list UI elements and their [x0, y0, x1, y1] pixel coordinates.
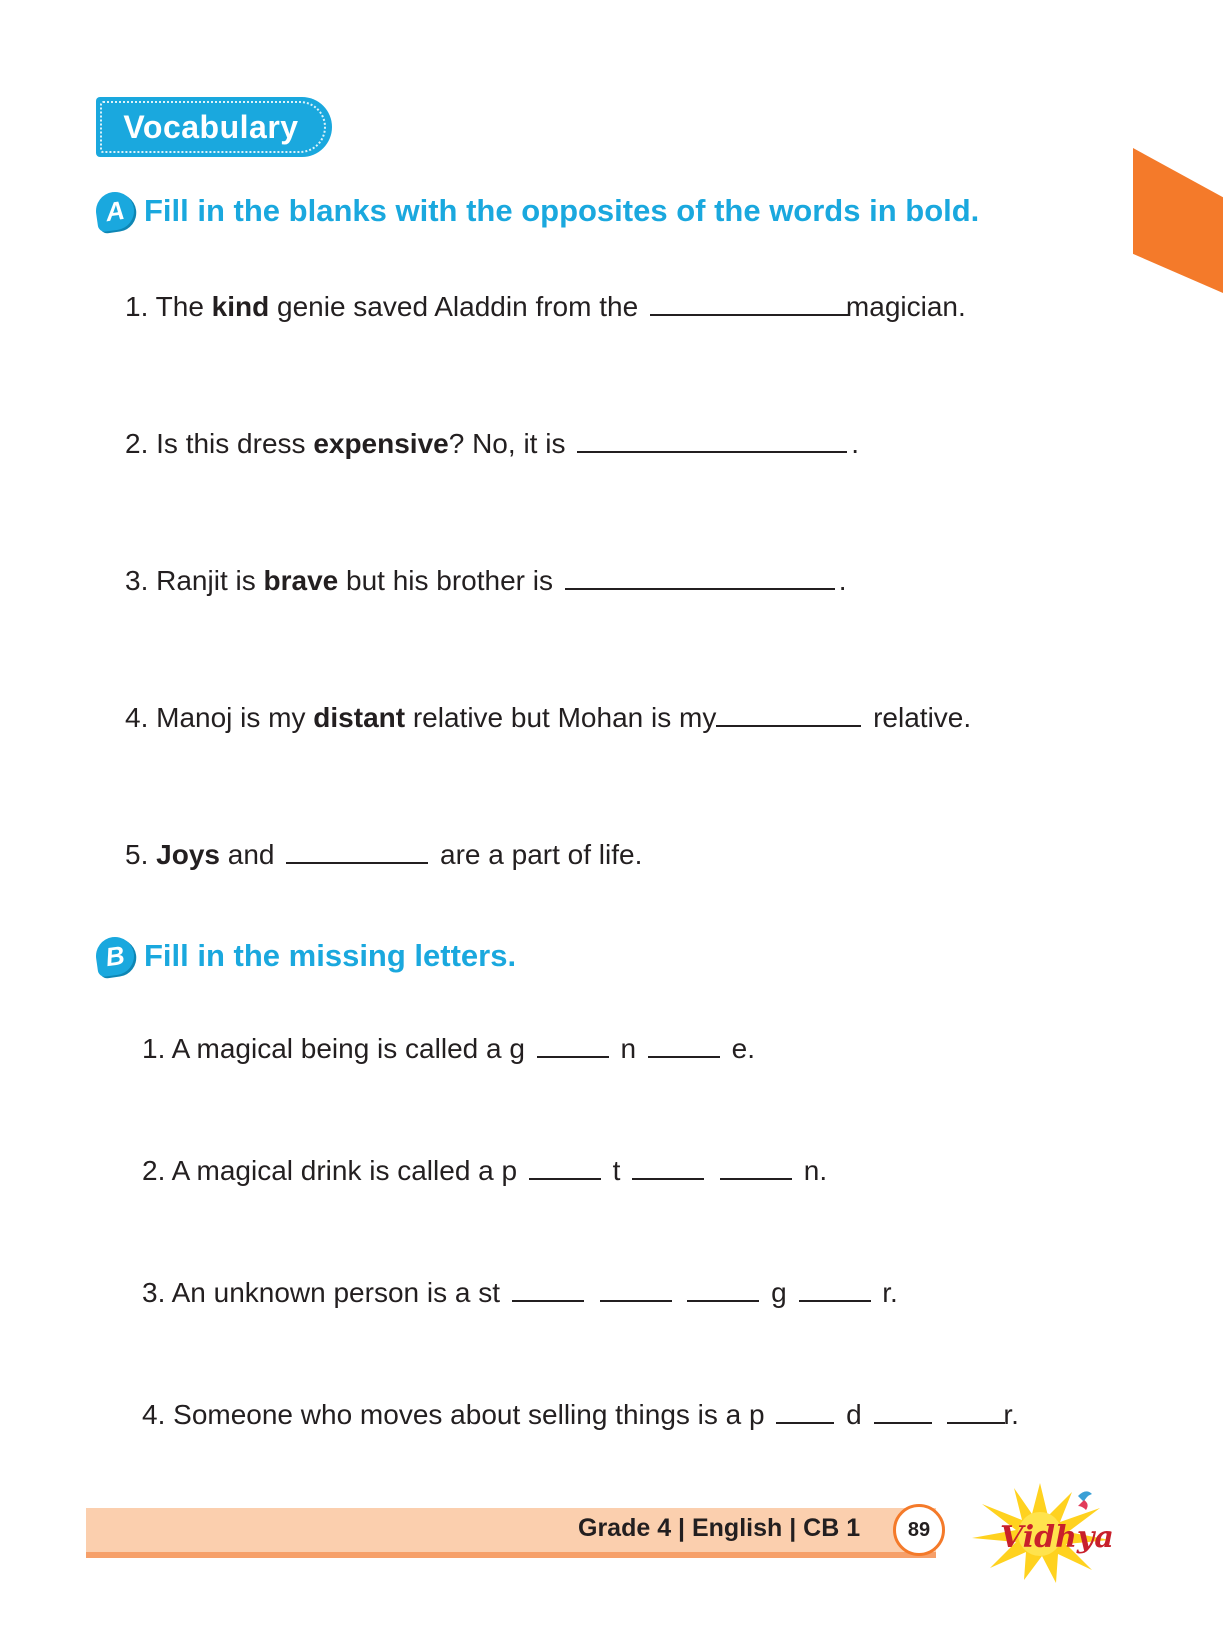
question-text: Ranjit is	[156, 565, 264, 596]
answer-blank[interactable]	[286, 836, 428, 864]
question-text: An unknown person is a st	[171, 1277, 501, 1308]
given-letter: e.	[731, 1033, 755, 1064]
answer-blank[interactable]	[565, 562, 835, 590]
given-letter: t	[612, 1155, 621, 1186]
question-b3	[142, 1274, 898, 1310]
section-a-title: Fill in the blanks with the opposites of the words in bold.	[144, 193, 980, 228]
question-text: Someone who moves about selling things is a p	[173, 1399, 765, 1430]
section-b-title: Fill in the missing letters.	[144, 938, 517, 973]
answer-blank[interactable]	[577, 425, 847, 453]
letter-blank[interactable]	[632, 1152, 704, 1180]
letter-blank[interactable]	[799, 1274, 871, 1302]
question-number: 4.	[142, 1399, 166, 1430]
question-text: and	[219, 839, 283, 870]
question-number: 3.	[125, 565, 149, 596]
question-text: relative but Mohan is my	[405, 702, 717, 733]
vocabulary-label: Vocabulary	[123, 108, 299, 145]
given-letter: n.	[803, 1155, 828, 1186]
answer-blank[interactable]	[716, 699, 861, 727]
question-number: 5.	[125, 839, 149, 870]
question-a5	[125, 836, 642, 872]
letter-blank[interactable]	[600, 1274, 672, 1302]
question-text: genie saved Aladdin from the	[269, 291, 646, 322]
question-b4	[142, 1396, 1019, 1432]
question-a4	[125, 699, 971, 735]
section-b-icon: B	[94, 935, 137, 978]
question-b1	[142, 1030, 755, 1066]
question-b2	[142, 1152, 827, 1188]
letter-blank[interactable]	[687, 1274, 759, 1302]
question-text: relative.	[865, 702, 972, 733]
letter-blank[interactable]	[648, 1030, 720, 1058]
question-text: The	[155, 291, 212, 322]
bold-word: kind	[211, 291, 270, 322]
question-number: 2.	[142, 1155, 166, 1186]
question-text: A magical being is called a g	[171, 1033, 525, 1064]
question-text: A magical drink is called a p	[171, 1155, 518, 1186]
given-letter: r.	[1003, 1399, 1019, 1430]
letter-blank[interactable]	[874, 1396, 932, 1424]
letter-blank[interactable]	[720, 1152, 792, 1180]
bold-word: brave	[263, 565, 339, 596]
vocabulary-badge	[96, 97, 332, 157]
question-number: 1.	[142, 1033, 166, 1064]
question-number: 3.	[142, 1277, 166, 1308]
question-text: Is this dress	[156, 428, 314, 459]
question-text: .	[838, 565, 847, 596]
question-text: but his brother is	[338, 565, 561, 596]
letter-blank[interactable]	[947, 1396, 1005, 1424]
question-text: magician.	[845, 291, 966, 322]
question-text: .	[851, 428, 859, 459]
bold-word: Joys	[156, 839, 220, 870]
question-number: 1.	[125, 291, 149, 322]
vidhya-logo	[960, 1478, 1120, 1588]
section-a-icon: A	[94, 190, 137, 233]
answer-blank[interactable]	[650, 288, 850, 316]
question-number: 2.	[125, 428, 149, 459]
question-text: are a part of life.	[432, 839, 643, 870]
question-a1	[125, 288, 966, 324]
section-b-heading	[96, 937, 516, 975]
question-a2	[125, 425, 859, 461]
section-a-heading	[96, 192, 979, 230]
letter-blank[interactable]	[529, 1152, 601, 1180]
question-text: Manoj is my	[156, 702, 314, 733]
given-letter: d	[846, 1399, 862, 1430]
letter-blank[interactable]	[776, 1396, 834, 1424]
question-text: ? No, it is	[448, 428, 574, 459]
question-number: 4.	[125, 702, 149, 733]
logo-text: Vidhya	[1000, 1520, 1114, 1555]
bold-word: expensive	[313, 428, 449, 459]
letter-blank[interactable]	[537, 1030, 609, 1058]
page-number: 89	[893, 1504, 945, 1556]
question-a3	[125, 562, 847, 598]
orange-page-tab	[1133, 148, 1223, 293]
bold-word: distant	[313, 702, 406, 733]
given-letter: n	[620, 1033, 637, 1064]
footer-book-info: Grade 4 | English | CB 1	[578, 1514, 861, 1542]
given-letter: r.	[882, 1277, 898, 1308]
given-letter: g	[771, 1277, 787, 1308]
letter-blank[interactable]	[512, 1274, 584, 1302]
